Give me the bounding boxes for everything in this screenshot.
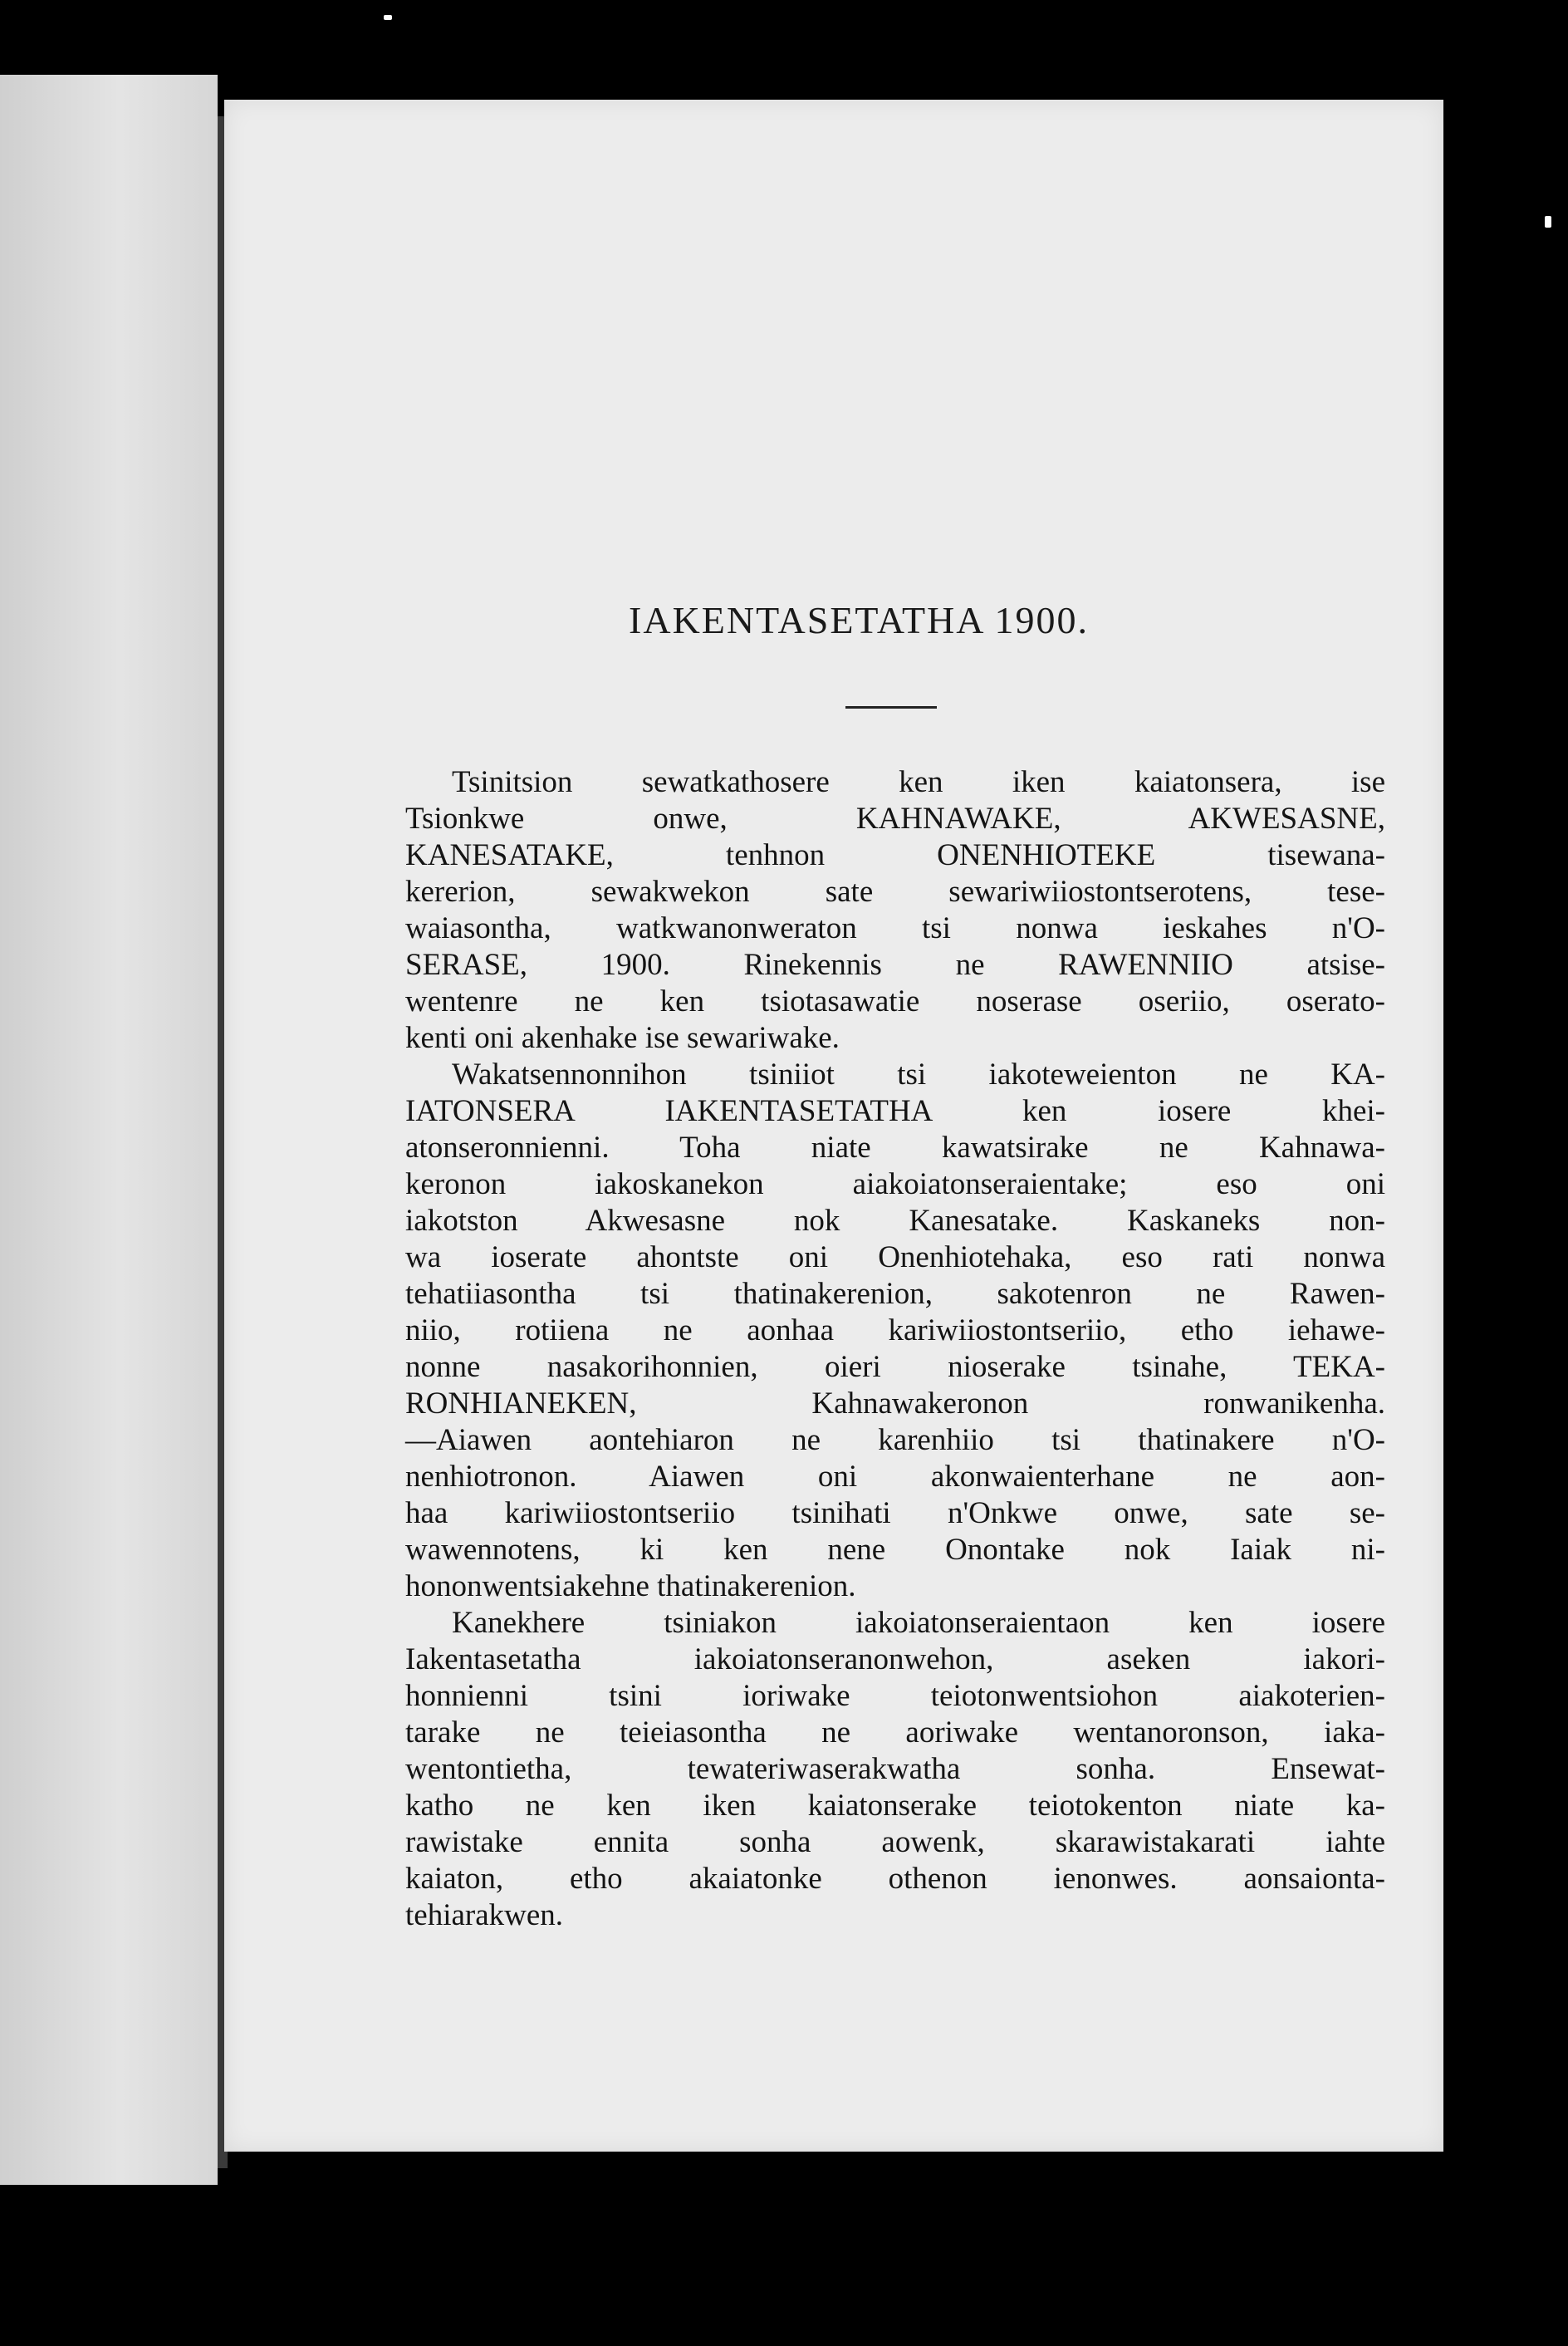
- text-line: tehatiiasontha tsi thatinakerenion, sakotenron ne Rawen-: [405, 1277, 1385, 1311]
- scan-speck: [384, 15, 392, 20]
- paragraph: [405, 1605, 1385, 1934]
- text-line: —Aiawen aontehiaron ne karenhiio tsi thatinakere n'O-: [405, 1423, 1385, 1457]
- text-line: haa kariwiiostontseriio tsinihati n'Onkwe onwe, sate se-: [405, 1496, 1385, 1530]
- text-line: nenhiotronon. Aiawen oni akonwaienterhane ne aon-: [405, 1460, 1385, 1494]
- text-line: tehiarakwen.: [405, 1898, 564, 1932]
- text-line: Kanekhere tsiniakon iakoiatonseraientaon ken iosere: [452, 1606, 1385, 1640]
- text-line: Wakatsennonnihon tsiniiot tsi iakoteweienton ne KA-: [452, 1058, 1385, 1092]
- heading-rule: [845, 706, 937, 709]
- text-line: hononwentsiakehne thatinakerenion.: [405, 1569, 856, 1603]
- text-line: niio, rotiiena ne aonhaa kariwiiostontseriio, etho iehawe-: [405, 1313, 1385, 1347]
- text-line: keronon iakoskanekon aiakoiatonseraientake; eso oni: [405, 1167, 1385, 1201]
- text-line: Tsinitsion sewatkathosere ken iken kaiatonsera, ise: [452, 765, 1385, 799]
- text-line: katho ne ken iken kaiatonserake teiotokenton niate ka-: [405, 1789, 1385, 1823]
- paragraph: [405, 1057, 1385, 1605]
- text-line: nonne nasakorihonnien, oieri nioserake tsinahe, TEKA-: [405, 1350, 1385, 1384]
- text-line: wentontietha, tewateriwaserakwatha sonha. Ensewat-: [405, 1752, 1385, 1786]
- text-line: SERASE, 1900. Rinekennis ne RAWENNIIO atsise-: [405, 948, 1385, 982]
- text-line: atonseronnienni. Toha niate kawatsirake ne Kahnawa-: [405, 1131, 1385, 1165]
- text-line: RONHIANEKEN, Kahnawakeronon ronwanikenha.: [405, 1386, 1385, 1421]
- text-line: KANESATAKE, tenhnon ONENHIOTEKE tisewana-: [405, 838, 1385, 872]
- text-line: kererion, sewakwekon sate sewariwiiostontserotens, tese-: [405, 875, 1385, 909]
- text-line: kenti oni akenhake ise sewariwake.: [405, 1021, 840, 1055]
- page-heading: IAKENTASETATHA 1900.: [629, 599, 1089, 641]
- text-line: honnienni tsini ioriwake teiotonwentsiohon aiakoterien-: [405, 1679, 1385, 1713]
- facing-page-edge: [0, 75, 218, 2185]
- text-line: rawistake ennita sonha aowenk, skarawistakarati iahte: [405, 1825, 1385, 1859]
- text-line: wentenre ne ken tsiotasawatie noserase oseriio, oserato-: [405, 984, 1385, 1018]
- text-line: waiasontha, watkwanonweraton tsi nonwa ieskahes n'O-: [405, 911, 1385, 945]
- text-line: wa ioserate ahontste oni Onenhiotehaka, eso rati nonwa: [405, 1240, 1385, 1274]
- text-line: Tsionkwe onwe, KAHNAWAKE, AKWESASNE,: [405, 802, 1385, 836]
- book-page: [224, 100, 1443, 2152]
- scan-speck: [1545, 216, 1551, 228]
- text-line: tarake ne teieiasontha ne aoriwake wentanoronson, iaka-: [405, 1715, 1385, 1750]
- text-line: IATONSERA IAKENTASETATHA ken iosere khei-: [405, 1094, 1385, 1128]
- text-line: wawennotens, ki ken nene Onontake nok Iaiak ni-: [405, 1533, 1385, 1567]
- text-line: Iakentasetatha iakoiatonseranonwehon, aseken iakori-: [405, 1642, 1385, 1676]
- body-text: [405, 764, 1385, 1934]
- paragraph: [405, 764, 1385, 1057]
- text-line: iakotston Akwesasne nok Kanesatake. Kaskaneks non-: [405, 1204, 1385, 1238]
- text-line: kaiaton, etho akaiatonke othenon ienonwes. aonsaionta-: [405, 1862, 1385, 1896]
